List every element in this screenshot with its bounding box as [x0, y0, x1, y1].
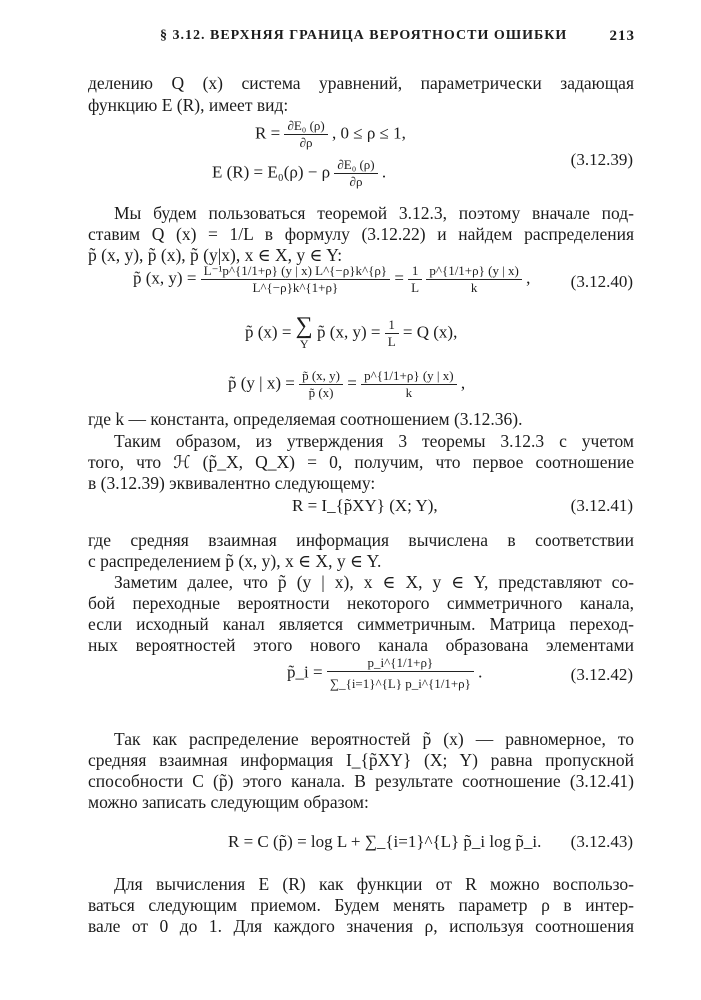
text-line: Для вычисления E (R) как функции от R можно воспользо- [114, 874, 634, 894]
text-line: Заметим далее, что p̃ (y | x), x ∈ X, y ∈ Y, представляют со- [114, 572, 634, 592]
text-line: ных вероятностей этого нового канала образована элементами [88, 635, 634, 655]
eq-text: . [381, 162, 387, 182]
text-line: с распределением p̃ (x, y), x ∈ X, y ∈ Y. [88, 551, 382, 571]
text-line: ставим Q (x) = 1/L в формулу (3.12.22) и найдем распределения [88, 224, 634, 244]
equation-3-12-43: R = C (p̃) = log L + ∑_{i=1}^{L} p̃_i log p̃_i. [228, 832, 542, 851]
fraction [201, 263, 390, 296]
denominator: ∂ρ [299, 135, 313, 150]
fraction [385, 317, 399, 350]
eq-text: . [478, 662, 483, 682]
sum-sign [296, 315, 313, 352]
numerator: p_i^{1/1+ρ} [327, 655, 474, 672]
equation-number: (3.12.39) [570, 150, 633, 169]
equation-number: (3.12.43) [570, 832, 633, 851]
page-number: 213 [609, 28, 635, 44]
equation-number: (3.12.42) [570, 665, 633, 684]
text-line: функцию E (R), имеет вид: [88, 95, 289, 115]
numerator: p̃ (x, y) [299, 368, 343, 385]
equation-3-12-40b [245, 315, 457, 352]
eq-text: = Q (x), [402, 322, 458, 342]
equation-3-12-39b [212, 157, 386, 190]
equation-3-12-40a [133, 263, 530, 296]
numerator: 1 [385, 317, 399, 334]
denominator: k [470, 280, 478, 295]
denominator: L [411, 280, 420, 295]
text-line: где средняя взаимная информация вычислена в соответствии [88, 530, 634, 550]
eq-text: p̃ (x) = [245, 322, 292, 342]
numerator: ∂E₀ (ρ) [284, 118, 327, 135]
numerator: ∂E₀ (ρ) [334, 157, 377, 174]
numerator: L⁻¹p^{1/1+ρ} (y | x) L^{−ρ}k^{ρ} [201, 263, 390, 280]
denominator: ∑_{i=1}^{L} p_i^{1/1+ρ} [329, 676, 471, 691]
running-header [160, 28, 635, 52]
denominator: L^{−ρ}k^{1+ρ} [252, 280, 339, 295]
text-line: способности C (p̃) этого канала. В результате соотношение (3.12.41) [88, 771, 634, 791]
eq-text: p̃ (y | x) = [228, 373, 295, 393]
text-line: делению Q (x) система уравнений, параметрически задающая [88, 73, 634, 93]
equation-number: (3.12.40) [570, 272, 633, 291]
eq-text: R = [255, 123, 281, 143]
sum-symbol: ∑ [295, 313, 313, 339]
text-line: бой переходные вероятности некоторого симметричного канала, [88, 593, 634, 613]
text-line: средняя взаимная информация I_{p̃XY} (X; Y) равна пропускной [88, 750, 634, 770]
eq-text: = [347, 373, 357, 393]
text-line: ваться следующим приемом. Будем менять параметр ρ в интер- [88, 895, 634, 915]
eq-text: = [394, 268, 404, 288]
text-line: Таким образом, из утверждения 3 теоремы 3.12.3 с учетом [114, 431, 634, 451]
denominator: k [405, 385, 413, 400]
equation-3-12-42 [287, 655, 482, 692]
equation-3-12-39a [255, 118, 406, 151]
numerator: p^{1/1+ρ} (y | x) [361, 368, 457, 385]
sum-index: Y [299, 337, 309, 351]
eq-text: p̃ (x, y) = [317, 322, 381, 342]
eq-text: , [460, 373, 466, 393]
eq-text: p̃ (x, y) = [133, 268, 197, 288]
fraction [426, 263, 522, 296]
text-line: можно записать следующим образом: [88, 792, 369, 812]
fraction [408, 263, 422, 296]
fraction [299, 368, 343, 401]
fraction [327, 655, 474, 692]
fraction [361, 368, 457, 401]
text-line: того, что ℋ (p̃_X, Q_X) = 0, получим, что первое соотношение [88, 452, 634, 472]
denominator: ∂ρ [349, 174, 363, 189]
text-line: где k — константа, определяемая соотношением (3.12.36). [88, 409, 523, 429]
text-line: если исходный канал является симметричным. Матрица переход- [88, 614, 634, 634]
text-line: Мы будем пользоваться теоремой 3.12.3, поэтому вначале под- [114, 203, 634, 223]
denominator: p̃ (x) [308, 385, 334, 400]
equation-3-12-41: R = I_{p̃XY} (X; Y), [292, 496, 438, 515]
fraction [284, 118, 327, 151]
chapter-section-title: § 3.12. ВЕРХНЯЯ ГРАНИЦА ВЕРОЯТНОСТИ ОШИБКИ [160, 28, 568, 43]
text-line: вале от 0 до 1. Для каждого значения ρ, используя соотношения [88, 916, 634, 936]
fraction [334, 157, 377, 190]
eq-text: p̃_i = [287, 662, 323, 682]
denominator: L [387, 334, 396, 349]
text-line: в (3.12.39) эквивалентно следующему: [88, 473, 376, 493]
equation-3-12-40c [228, 368, 465, 401]
text-line: Так как распределение вероятностей p̃ (x) — равномерное, то [114, 729, 634, 749]
equation-number: (3.12.41) [570, 496, 633, 515]
text-line: p̃ (x, y), p̃ (x), p̃ (y|x), x ∈ X, y ∈ Y: [88, 245, 343, 265]
numerator: 1 [408, 263, 422, 280]
numerator: p^{1/1+ρ} (y | x) [426, 263, 522, 280]
eq-text: , 0 ≤ ρ ≤ 1, [331, 123, 406, 143]
eq-text: E (R) = E₀(ρ) − ρ [212, 162, 331, 182]
eq-text: , [526, 268, 531, 288]
